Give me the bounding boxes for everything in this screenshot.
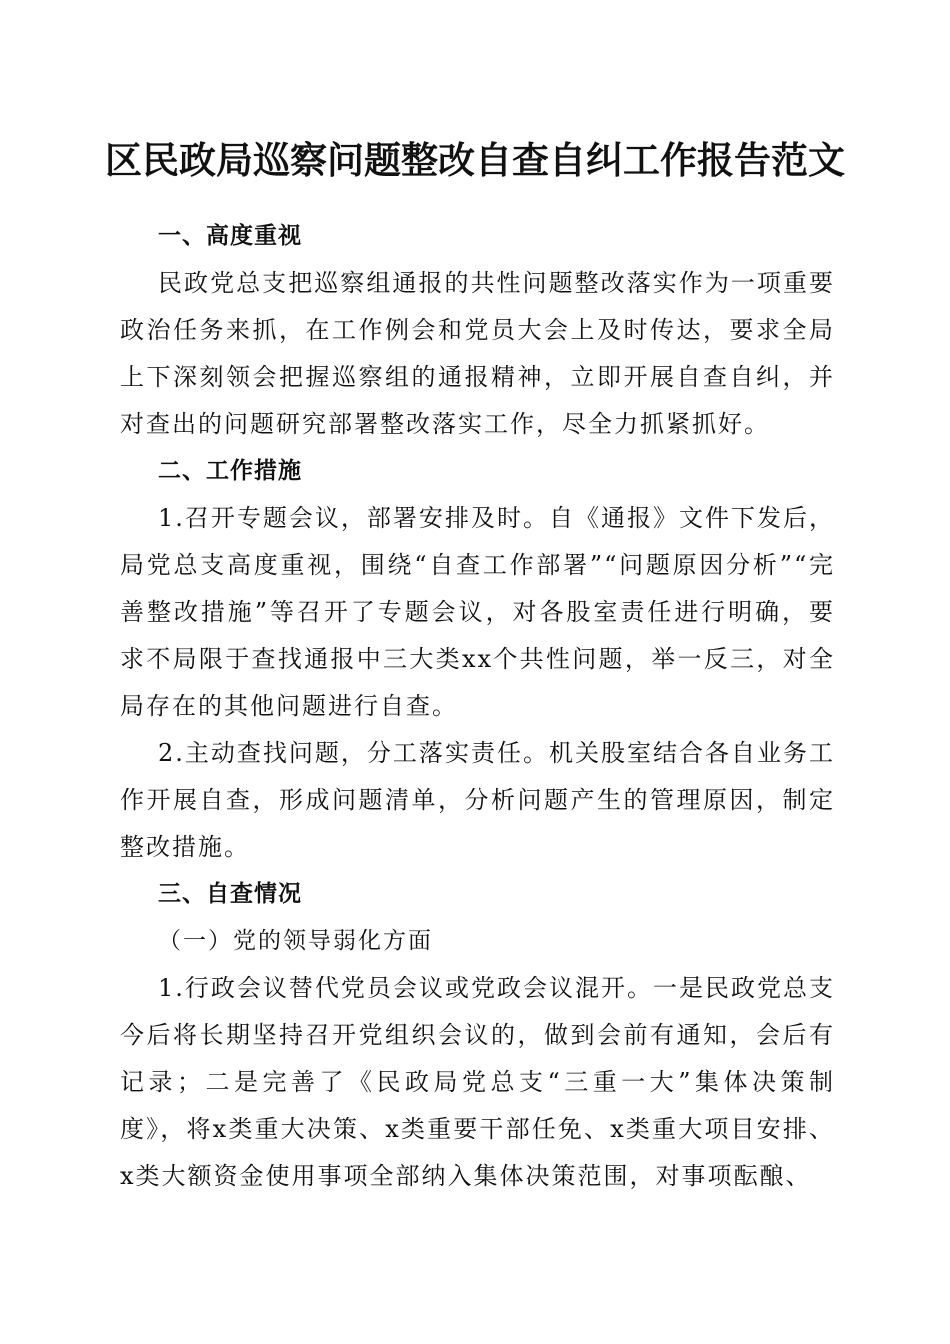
document-title: 区民政局巡察问题整改自查自纠工作报告范文 xyxy=(105,138,845,182)
body-paragraph: 1.召开专题会议，部署安排及时。自《通报》文件下发后，局党总支高度重视，围绕“自查工作部署”“问题原因分析”“完善整改措施”等召开了专题会议，对各股室责任进行明确，要求不局限于查找通报中三大类xx个共性问题，举一反三，对全局存在的其他问题进行自查。 xyxy=(120,504,835,720)
section-heading: 三、自查情况 xyxy=(158,881,302,907)
body-paragraph: 1.行政会议替代党员会议或党政会议混开。一是民政党总支今后将长期坚持召开党组织会议的，做到会前有通知，会后有记录；二是完善了《民政局党总支“三重一大”集体决策制度》，将x类重大决策、x类重要干部任免、x类重大项目安排、x类大额资金使用事项全部纳入集体决策范围，对事项酝酿、 xyxy=(120,974,835,1190)
subsection-heading: （一）党的领导弱化方面 xyxy=(158,928,433,954)
section-heading: 二、工作措施 xyxy=(158,458,302,484)
body-paragraph: 民政党总支把巡察组通报的共性问题整改落实作为一项重要政治任务来抓，在工作例会和党员大会上及时传达，要求全局上下深刻领会把握巡察组的通报精神，立即开展自查自纠，并对查出的问题研究部署整改落实工作，尽全力抓紧抓好。 xyxy=(120,269,835,438)
body-paragraph: 2.主动查找问题，分工落实责任。机关股室结合各自业务工作开展自查，形成问题清单，分析问题产生的管理原因，制定整改措施。 xyxy=(120,739,835,861)
document-body xyxy=(120,213,835,1200)
section-heading: 一、高度重视 xyxy=(158,223,302,249)
